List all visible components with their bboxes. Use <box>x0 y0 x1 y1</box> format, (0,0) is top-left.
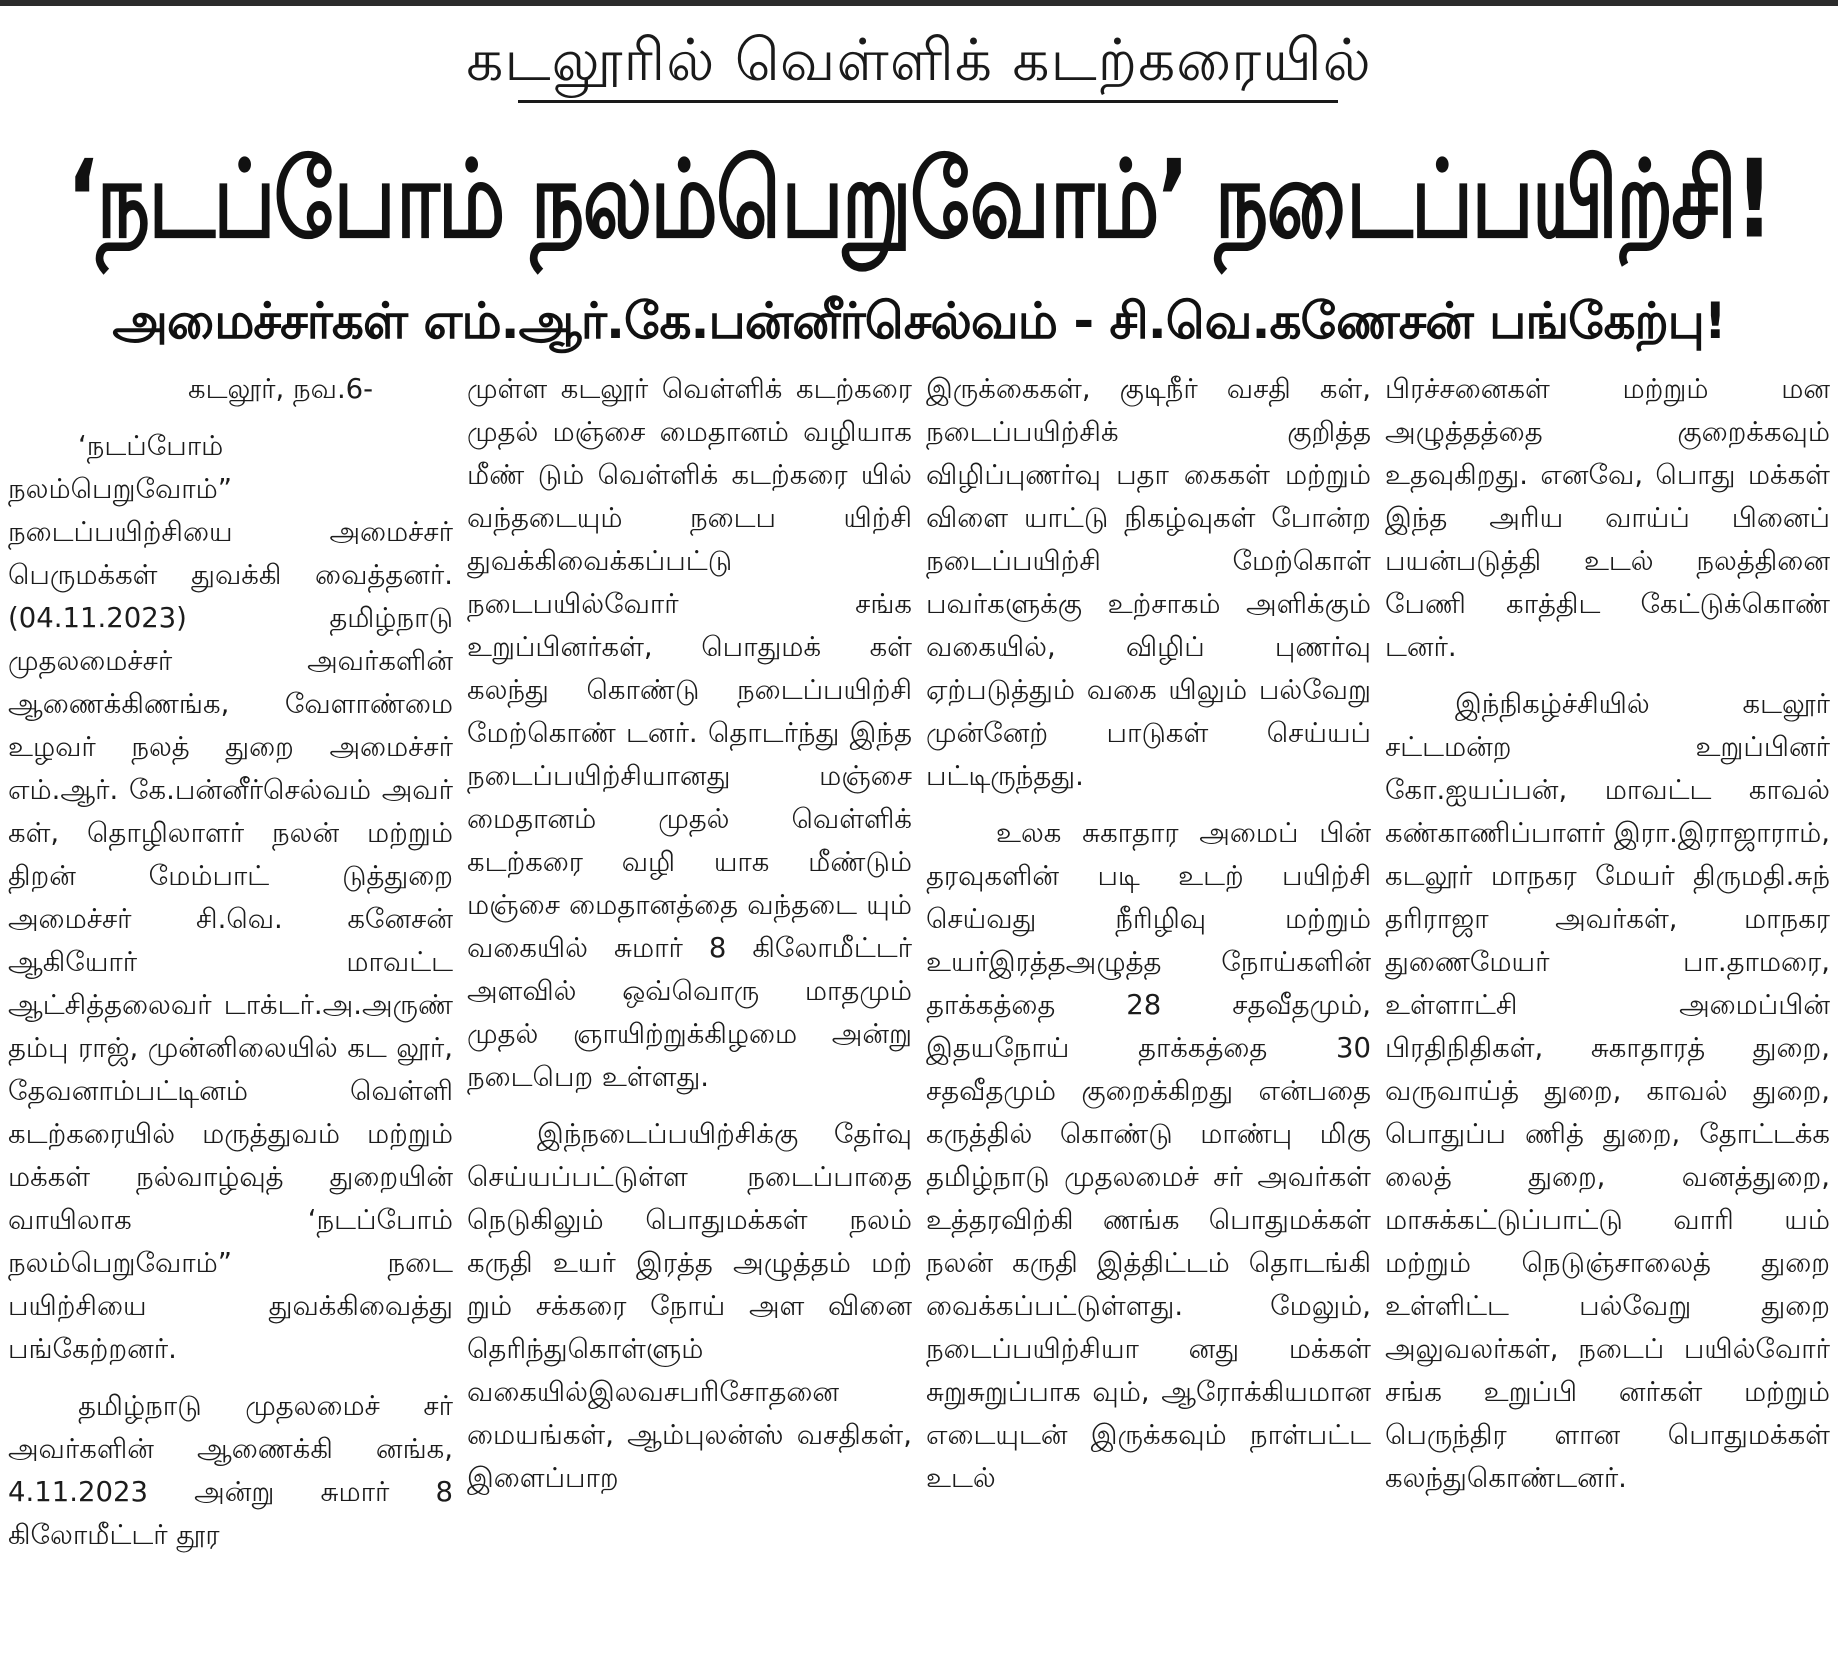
dateline <box>8 368 453 411</box>
paragraph: உலக சுகாதார அமைப் பின் தரவுகளின் படி உடற் பயிற்சி செய்வது நீரிழிவு மற்றும் உயர்இரத்தஅழுத்த நோய்களின் தாக்கத்தை 28 சதவீதமும், இதயநோய் தாக்கத்தை 30 சதவீதமும் குறைக்கிறது என்பதை கருத்தில் கொண்டு மாண்பு மிகு தமிழ்நாடு முதலமைச் சர் அவர்கள் உத்தரவிற்கி ணங்க பொதுமக்கள் நலன் கருதி இத்திட்டம் தொடங்கி வைக்கப்பட்டுள்ளது. மேலும், நடைப்பயிற்சியா னது மக்கள் சுறுசுறுப்பாக வும், ஆரோக்கியமான எடையுடன் இருக்கவும் நாள்பட்ட உடல் <box>926 817 1371 1494</box>
paragraph: முள்ள கடலூர் வெள்ளிக் கடற்கரை முதல் மஞ்சை மைதானம் வழியாக மீண் டும் வெள்ளிக் கடற்கரை யில் வந்தடையும் நடைப யிற்சி துவக்கிவைக்கப்பட்டு நடைபயில்வோர் சங்க உறுப்பினர்கள், பொதுமக் கள் கலந்து கொண்டு நடைப்பயிற்சி மேற்கொண் டனர். தொடர்ந்து இந்த நடைப்பயிற்சியானது மஞ்சை மைதானம் முதல் வெள்ளிக் கடற்கரை வழி யாக மீண்டும் மஞ்சை மைதானத்தை வந்தடை யும் வகையில் சுமார் 8 கிலோமீட்டர் அளவில் ஒவ்வொரு மாதமும் முதல் ஞாயிற்றுக்கிழமை அன்று நடைபெற உள்ளது. <box>467 373 912 1093</box>
paragraph: ‘நடப்போம் நலம்பெறுவோம்” நடைப்பயிற்சியை அமைச்சர் பெருமக்கள் துவக்கி வைத்தனர். (04.11.2023) தமிழ்நாடு முதலமைச்சர் அவர்களின் ஆணைக்கிணங்க, வேளாண்மை உழவர் நலத் துறை அமைச்சர் எம்.ஆர். கே.பன்னீர்செல்வம் அவர் கள், தொழிலாளர் நலன் மற்றும் திறன் மேம்பாட் டுத்துறை அமைச்சர் சி.வெ. கனேசன் ஆகியோர் மாவட்ட ஆட்சித்தலைவர் டாக்டர்.அ.அருண் தம்பு ராஜ், முன்னிலையில் கட லூர், தேவனாம்பட்டினம் வெள்ளி கடற்கரையில் மருத்துவம் மற்றும் மக்கள் நல்வாழ்வுத் துறையின் வாயிலாக ‘நடப்போம் நலம்பெறுவோம்” நடை பயிற்சியை துவக்கிவைத்து பங்கேற்றனர். <box>8 430 453 1365</box>
column-3 <box>926 368 1371 1658</box>
top-rule <box>0 0 1838 6</box>
paragraph: இருக்கைகள், குடிநீர் வசதி கள், நடைப்பயிற்சிக் குறித்த விழிப்புணர்வு பதா கைகள் மற்றும் விளை யாட்டு நிகழ்வுகள் போன்ற நடைப்பயிற்சி மேற்கொள் பவர்களுக்கு உற்சாகம் அளிக்கும் வகையில், விழிப் புணர்வு ஏற்படுத்தும் வகை யிலும் பல்வேறு முன்னேற் பாடுகள் செய்யப் பட்டிருந்தது. <box>926 373 1371 792</box>
kicker-heading: கடலூரில் வெள்ளிக் கடற்கரையில் <box>466 26 1372 94</box>
kicker-underline <box>518 100 1338 103</box>
column-4 <box>1385 368 1830 1658</box>
headline: ‘நடப்போம் நலம்பெறுவோம்’ நடைப்பயிற்சி! <box>66 136 1772 262</box>
article-body <box>8 368 1830 1658</box>
column-2 <box>467 368 912 1658</box>
paragraph: தமிழ்நாடு முதலமைச் சர் அவர்களின் ஆணைக்கி னங்க, 4.11.2023 அன்று சுமார் 8 கிலோமீட்டர் தூர <box>8 1390 453 1551</box>
paragraph: இந்நடைப்பயிற்சிக்கு தேர்வு செய்யப்பட்டுள்ள நடைப்பாதை நெடுகிலும் பொதுமக்கள் நலம் கருதி உயர் இரத்த அழுத்தம் மற் றும் சக்கரை நோய் அள வினை தெரிந்துகொள்ளும் வகையில்இலவசபரிசோதனை மையங்கள், ஆம்புலன்ஸ் வசதிகள், இளைப்பாற <box>467 1118 912 1494</box>
dateline-text: கடலூர், நவ.6- <box>188 373 374 405</box>
paragraph: இந்நிகழ்ச்சியில் கடலூர் சட்டமன்ற உறுப்பினர் கோ.ஐயப்பன், மாவட்ட காவல் கண்காணிப்பாளர் இரா.இராஜாராம், கடலூர் மாநகர மேயர் திருமதி.சுந் தரிராஜா அவர்கள், மாநகர துணைமேயர் பா.தாமரை, உள்ளாட்சி அமைப்பின் பிரதிநிதிகள், சுகாதாரத் துறை, வருவாய்த் துறை, காவல் துறை, பொதுப்ப ணித் துறை, தோட்டக்க லைத் துறை, வனத்துறை, மாசுக்கட்டுப்பாட்டு வாரி யம் மற்றும் நெடுஞ்சாலைத் துறை உள்ளிட்ட பல்வேறு துறை அலுவலர்கள், நடைப் பயில்வோர் சங்க உறுப்பி னர்கள் மற்றும் பெருந்திர ளான பொதுமக்கள் கலந்துகொண்டனர். <box>1385 688 1830 1494</box>
column-1 <box>8 368 453 1658</box>
subheadline: அமைச்சர்கள் எம்.ஆர்.கே.பன்னீர்செல்வம் - சி.வெ.கணேசன் பங்கேற்பு! <box>112 292 1726 350</box>
paragraph: பிரச்சனைகள் மற்றும் மன அழுத்தத்தை குறைக்கவும் உதவுகிறது. எனவே, பொது மக்கள் இந்த அரிய வாய்ப் பினைப் பயன்படுத்தி உடல் நலத்தினை பேணி காத்திட கேட்டுக்கொண் டனர். <box>1385 373 1830 663</box>
